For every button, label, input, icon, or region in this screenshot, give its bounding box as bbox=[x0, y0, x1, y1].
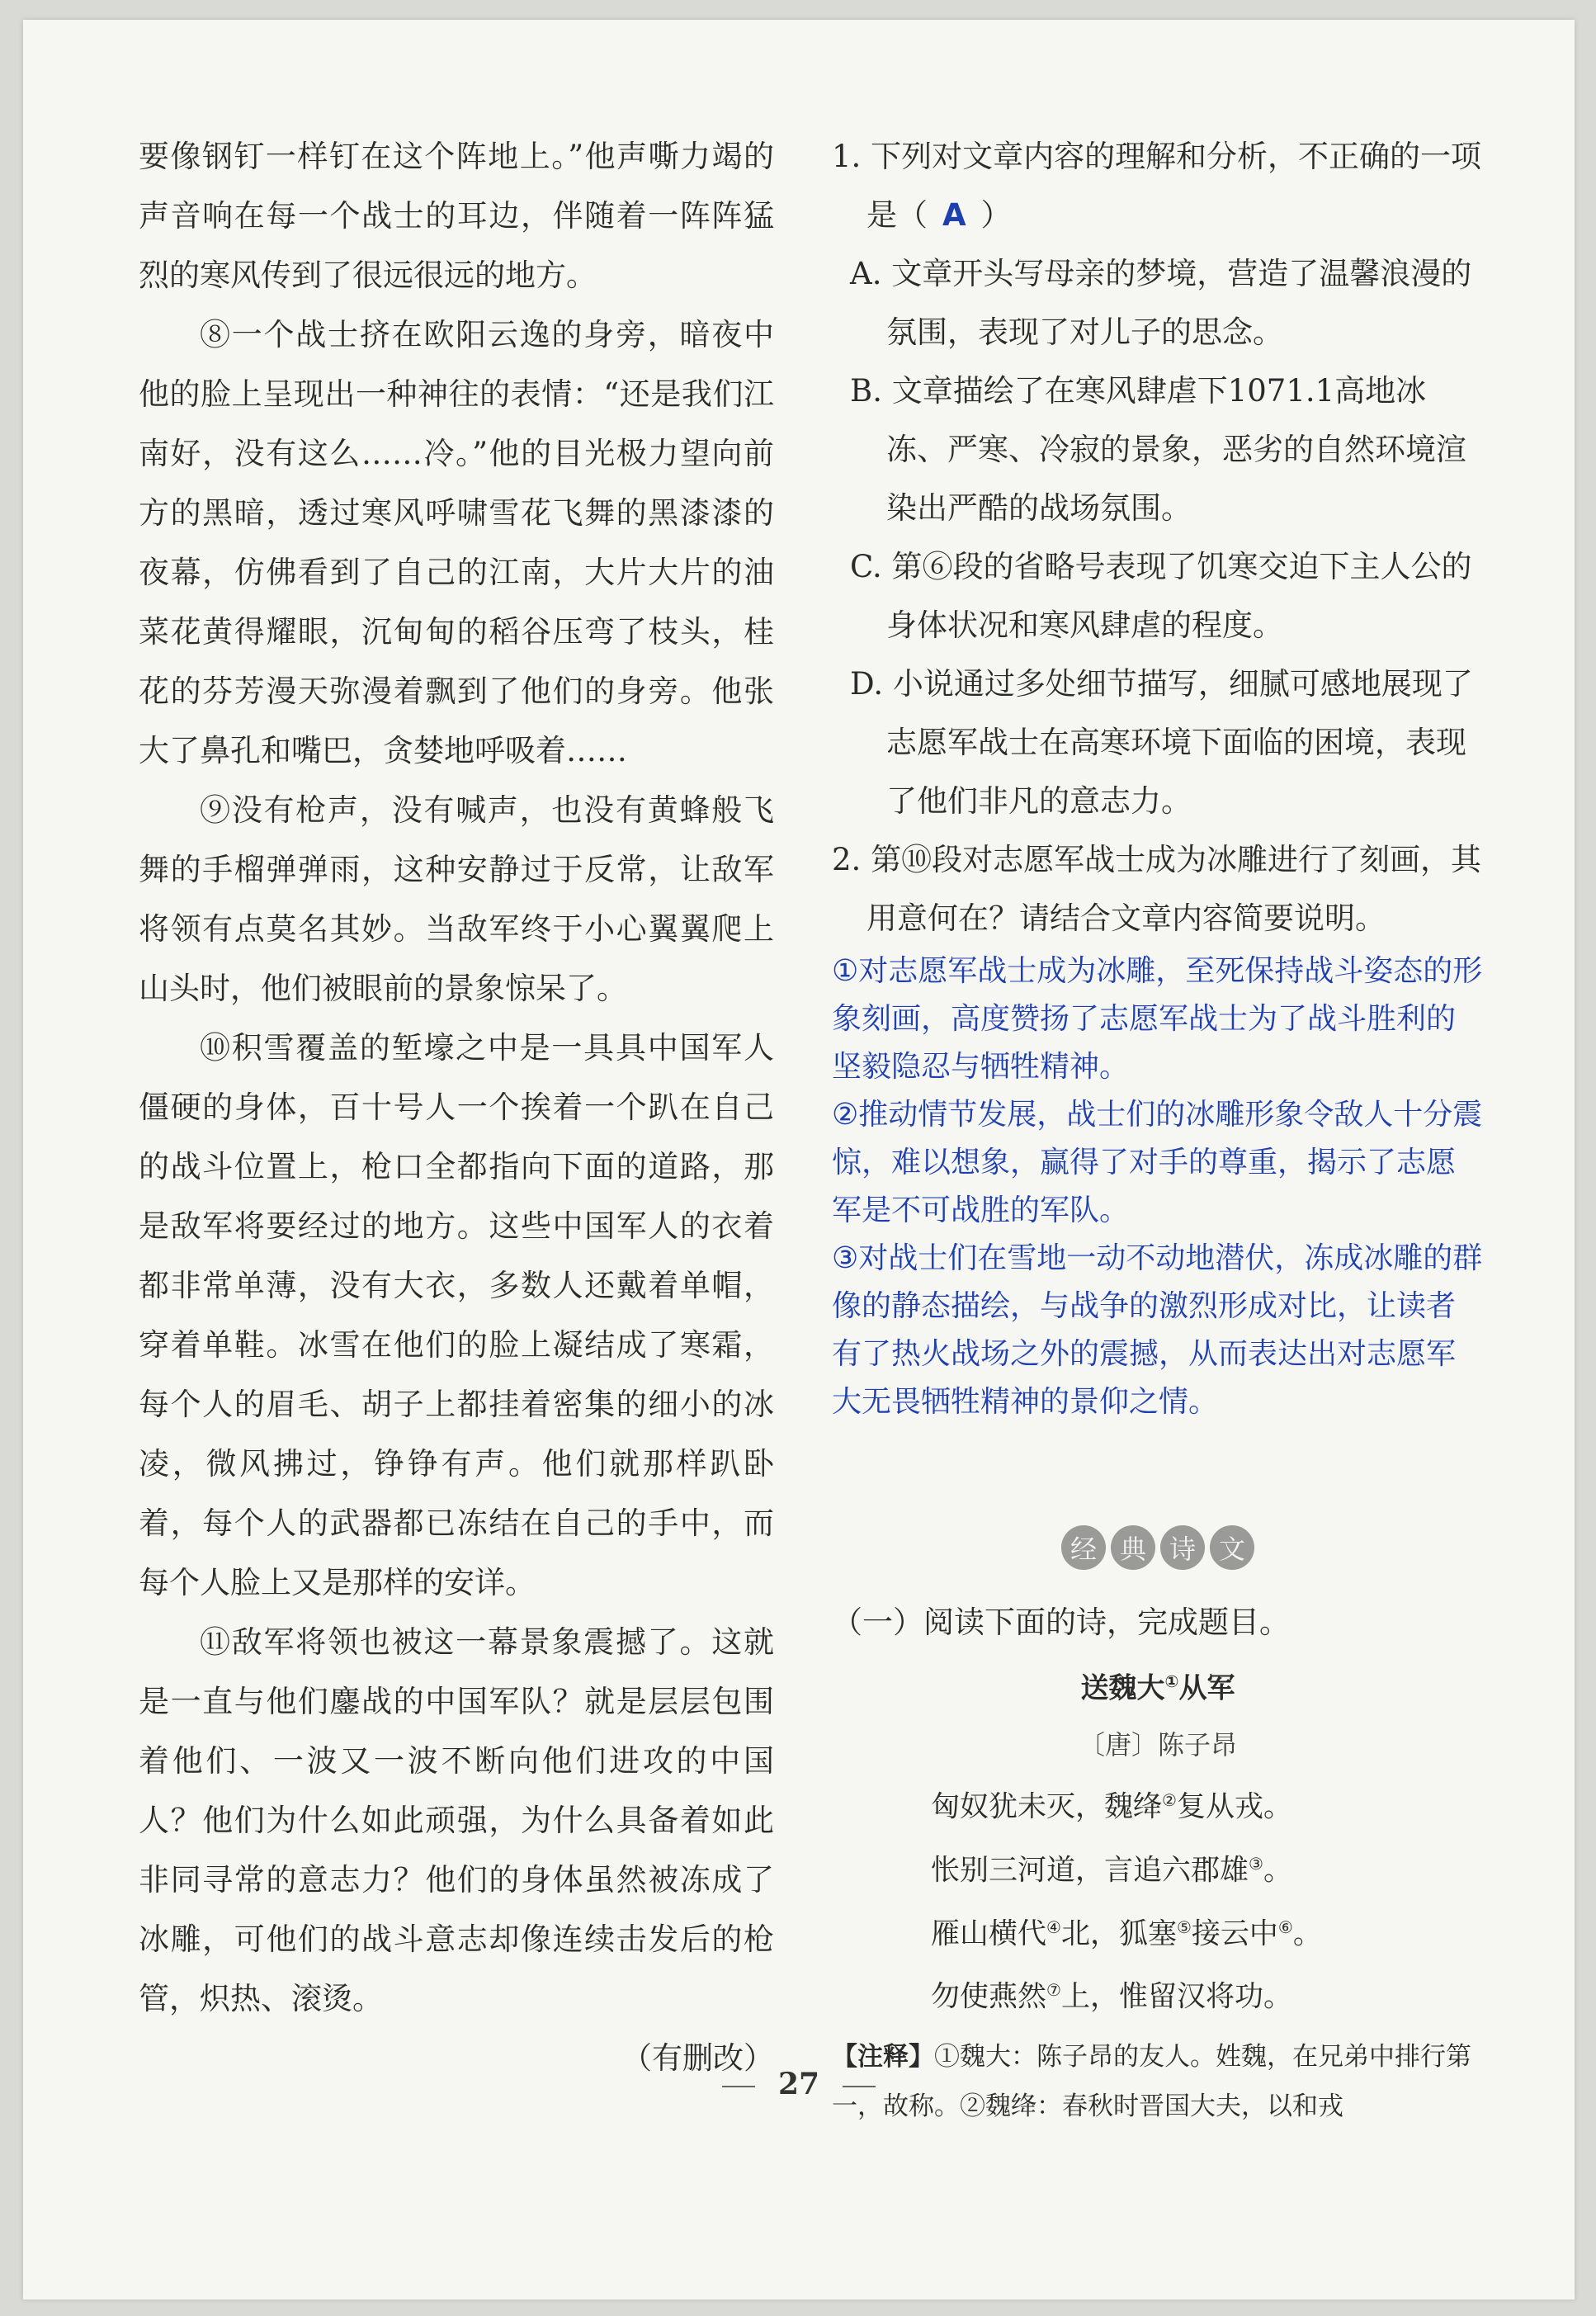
poem-footnote-mark: ③ bbox=[1249, 1853, 1263, 1874]
badge-char: 诗 bbox=[1160, 1525, 1205, 1570]
option-a: A. 文章开头写母亲的梦境，营造了温馨浪漫的氛围，表现了对儿子的思念。 bbox=[850, 256, 1472, 350]
page bbox=[23, 20, 1575, 2299]
source-note: （有删改） bbox=[621, 2040, 774, 2076]
option-d: D. 小说通过多处细节描写，细腻可感地展现了志愿军战士在高寒环境下面临的困境，表现了他们非凡的意志力。 bbox=[850, 666, 1473, 819]
question-2-answer-3: ③对战士们在雪地一动不动地潜伏，冻成冰雕的群像的静态描绘，与战争的激烈形成对比，让读者有了热火战场之外的震撼，从而表达出对志愿军大无畏牺牲精神的景仰之情。 bbox=[832, 1241, 1483, 1419]
paragraph-9: ⑨没有枪声，没有喊声，也没有黄蜂般飞舞的手榴弹弹雨，这种安静过于反常，让敌军将领有点莫名其妙。当敌军终于小心翼翼爬上山头时，他们被眼前的景象惊呆了。 bbox=[139, 792, 774, 1006]
poem-line-text: 。 bbox=[1292, 1917, 1322, 1951]
option-c: C. 第⑥段的省略号表现了饥寒交迫下主人公的身体状况和寒风肆虐的程度。 bbox=[850, 549, 1472, 643]
paragraph-8: ⑧一个战士挤在欧阳云逸的身旁，暗夜中他的脸上呈现出一种神往的表情：“还是我们江南好，没有这么……冷。”他的目光极力望向前方的黑暗，透过寒风呼啸雪花飞舞的黑漆漆的夜幕，仿佛看到了自己的江南，大片大片的油菜花黄得耀眼，沉甸甸的稻谷压弯了枝头，桂花的芬芳漫天弥漫着飘到了他们的身旁。他张大了鼻孔和嘴巴，贪婪地呼吸着…… bbox=[139, 317, 774, 768]
poem-line-text: 。 bbox=[1263, 1854, 1292, 1888]
question-1-answer: A bbox=[942, 197, 966, 233]
question-1-stem bbox=[832, 127, 1484, 244]
poem-title-footnote: ① bbox=[1164, 1671, 1179, 1691]
section-badge bbox=[832, 1525, 1484, 1570]
left-column bbox=[139, 127, 774, 2088]
badge-char: 经 bbox=[1061, 1525, 1106, 1570]
page-number-dash bbox=[843, 2086, 876, 2087]
poem-line-text: 雁山横代 bbox=[931, 1917, 1047, 1951]
poem-title-rest: 从军 bbox=[1178, 1671, 1235, 1705]
annotation-tag: 【注释】 bbox=[832, 2041, 934, 2072]
poem-footnote-mark: ④ bbox=[1046, 1917, 1061, 1937]
poem-line bbox=[832, 1899, 1484, 1963]
poem-line-text: 怅别三河道，言追六郡雄 bbox=[931, 1854, 1249, 1888]
poem-line bbox=[832, 1836, 1484, 1899]
question-1-close: ） bbox=[980, 197, 1012, 233]
page-number bbox=[23, 2067, 1575, 2101]
page-number-text: 27 bbox=[777, 2067, 820, 2101]
annotation-text: ①魏大：陈子昂的友人。姓魏，在兄弟中排行第一，故称。②魏绛：春秋时晋国大夫，以和戎 bbox=[832, 2041, 1471, 2121]
question-1-text: 1. 下列对文章内容的理解和分析，不正确的一项是（ bbox=[832, 139, 1482, 233]
poem-footnote-mark: ⑦ bbox=[1046, 1980, 1061, 2001]
paragraph-11: ⑪敌军将领也被这一幕景象震撼了。这就是一直与他们鏖战的中国军队？就是层层包围着他们、一波又一波不断向他们进攻的中国人？他们为什么如此顽强，为什么具备着如此非同寻常的意志力？他们的身体虽然被冻成了冰雕，可他们的战斗意志却像连续击发后的枪管，炽热、滚烫。 bbox=[139, 1624, 774, 2016]
poem-line-text: 匈奴犹未灭，魏绛 bbox=[931, 1790, 1163, 1824]
poem-line-text: 上，惟留汉将功。 bbox=[1060, 1980, 1292, 2014]
badge-char: 典 bbox=[1111, 1525, 1155, 1570]
page-number-dash bbox=[722, 2086, 755, 2087]
poem-footnote-mark: ② bbox=[1162, 1790, 1177, 1811]
question-2-answer-1: ①对志愿军战士成为冰雕，至死保持战斗姿态的形象刻画，高度赞扬了志愿军战士为了战斗胜利的坚毅隐忍与牺牲精神。 bbox=[832, 954, 1483, 1084]
badge-char: 文 bbox=[1210, 1525, 1254, 1570]
poem-footnote-mark: ⑤ bbox=[1176, 1917, 1192, 1937]
poem-body bbox=[832, 1772, 1484, 2025]
reading-intro: （一）阅读下面的诗，完成题目。 bbox=[832, 1605, 1290, 1640]
paragraph-10: ⑩积雪覆盖的堑壕之中是一具具中国军人僵硬的身体，百十号人一个挨着一个趴在自己的战斗位置上，枪口全都指向下面的道路，那是敌军将要经过的地方。这些中国军人的衣着都非常单薄，没有大衣，多数人还戴着单帽，穿着单鞋。冰雪在他们的脸上凝结成了寒霜，每个人的眉毛、胡子上都挂着密集的细小的冰凌，微风拂过，铮铮有声。他们就那样趴卧着，每个人的武器都已冻结在自己的手中，而每个人脸上又是那样的安详。 bbox=[139, 1030, 774, 1600]
right-column bbox=[832, 127, 1484, 2131]
poem-line-text: 勿使燕然 bbox=[931, 1980, 1047, 2014]
poem-author: 〔唐〕陈子昂 bbox=[1078, 1729, 1237, 1761]
poem-line-text: 接云中 bbox=[1191, 1917, 1278, 1951]
poem-line bbox=[832, 1772, 1484, 1836]
question-2-stem: 2. 第⑩段对志愿军战士成为冰雕进行了刻画，其用意何在？请结合文章内容简要说明。 bbox=[832, 842, 1482, 936]
poem-title-main: 送魏大 bbox=[1080, 1671, 1165, 1705]
option-b: B. 文章描绘了在寒风肆虐下1071.1高地冰冻、严寒、冷寂的景象，恶劣的自然环境渲染出严酷的战场氛围。 bbox=[850, 373, 1466, 526]
poem-line-text: 复从戎。 bbox=[1176, 1790, 1292, 1824]
poem-line-text: 北，狐塞 bbox=[1060, 1917, 1177, 1951]
poem-line bbox=[832, 1962, 1484, 2025]
poem-title bbox=[832, 1652, 1484, 1718]
paragraph-continuation: 要像钢钉一样钉在这个阵地上。”他声嘶力竭的声音响在每一个战士的耳边，伴随着一阵阵猛烈的寒风传到了很远很远的地方。 bbox=[139, 139, 774, 293]
poem-footnote-mark: ⑥ bbox=[1277, 1917, 1293, 1937]
question-2-answer-2: ②推动情节发展，战士们的冰雕形象令敌人十分震惊，难以想象，赢得了对手的尊重，揭示了志愿军是不可战胜的军队。 bbox=[832, 1098, 1483, 1227]
